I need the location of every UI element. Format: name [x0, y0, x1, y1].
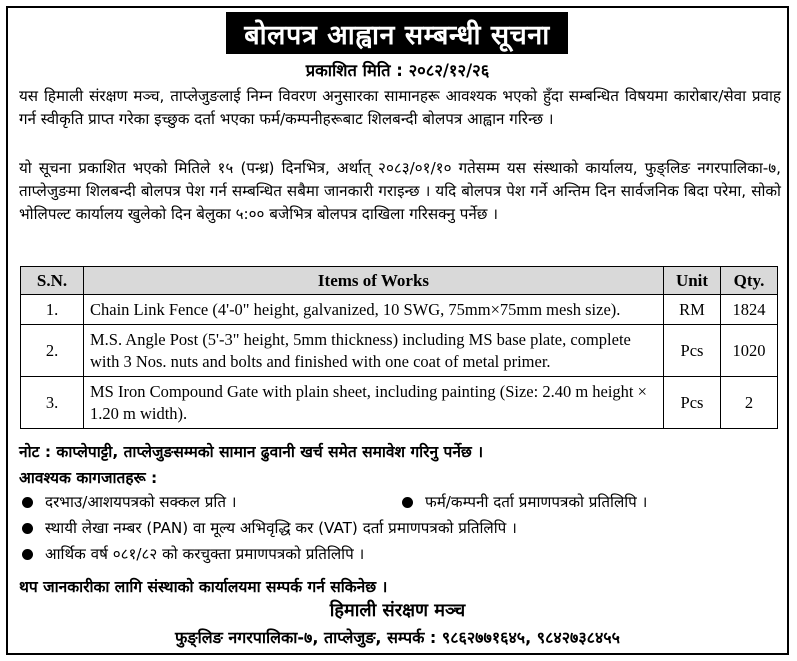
- row-sn: 2.: [21, 325, 84, 377]
- row-qty: 1020: [721, 325, 778, 377]
- row-item: M.S. Angle Post (5'-3" height, 5mm thickness) including MS base plate, complete with 3 Nos. nuts and bolts and finished with one coat of metal primer.: [84, 325, 664, 377]
- document-item: [22, 518, 517, 538]
- documents-heading: आवश्यक कागजातहरू :: [19, 469, 158, 487]
- note-text: नोट : काप्लेपाट्टी, ताप्लेजुङसम्मको सामान ढुवानी खर्च समेत समावेश गरिनु पर्नेछ ।: [19, 443, 484, 461]
- bullet-icon: [22, 497, 33, 508]
- notice-title: बोलपत्र आह्वान सम्बन्धी सूचना: [226, 12, 568, 54]
- row-sn: 1.: [21, 295, 84, 325]
- published-date: प्रकाशित मिति : २०८२/१२/२६: [305, 61, 490, 80]
- row-unit: Pcs: [664, 325, 721, 377]
- notice-paragraph-1: यस हिमाली संरक्षण मञ्च, ताप्लेजुङलाई निम्न विवरण अनुसारका सामानहरू आवश्यक भएको हुँदा सम्बन्धित विषयमा कारोबार/सेवा प्रवाह गर्न स्वीकृति प्राप्त गरेका इच्छुक दर्ता भएका फर्म/कम्पनीहरूबाट शिलबन्दी बोलपत्र आह्वान गरिन्छ ।: [19, 87, 781, 128]
- document-item: [402, 492, 647, 512]
- row-sn: 3.: [21, 377, 84, 429]
- notice-paragraph-2: यो सूचना प्रकाशित भएको मितिले १५ (पन्ध्र) दिनभित्र, अर्थात् २०८३/०१/१० गतेसम्म यस संस्थाको कार्यालय, फुङ्लिङ नगरपालिका-७, ताप्लेजुङमा शिलबन्दी बोलपत्र पेश गर्न सम्बन्धित सबैमा जानकारी गराइन्छ । यदि बोलपत्र पेश गर्ने अन्तिम दिन सार्वजनिक बिदा परेमा, सोको भोलिपल्ट कार्यालय खुलेको दिन बेलुका ५:०० बजेभित्र बोलपत्र दाखिला गरिसक्नु पर्नेछ ।: [19, 159, 781, 223]
- more-info-text: थप जानकारीका लागि संस्थाको कार्यालयमा सम्पर्क गर्न सकिनेछ ।: [19, 578, 388, 596]
- bullet-icon: [22, 523, 33, 534]
- document-item-text: दरभाउ/आशयपत्रको सक्कल प्रति ।: [45, 493, 237, 511]
- document-item: [22, 544, 364, 564]
- header-qty: Qty.: [721, 267, 778, 295]
- document-item-text: स्थायी लेखा नम्बर (PAN) वा मूल्य अभिवृद्धि कर (VAT) दर्ता प्रमाणपत्रको प्रतिलिपि ।: [45, 519, 517, 537]
- header-sn: S.N.: [21, 267, 84, 295]
- table-row: [21, 325, 778, 377]
- header-unit: Unit: [664, 267, 721, 295]
- row-item: MS Iron Compound Gate with plain sheet, including painting (Size: 2.40 m height × 1.20 m width).: [84, 377, 664, 429]
- table-row: [21, 295, 778, 325]
- row-item: Chain Link Fence (4'-0" height, galvanized, 10 SWG, 75mm×75mm mesh size).: [84, 295, 664, 325]
- bullet-icon: [22, 549, 33, 560]
- row-unit: RM: [664, 295, 721, 325]
- row-unit: Pcs: [664, 377, 721, 429]
- organization-name: हिमाली संरक्षण मञ्च: [329, 600, 466, 621]
- table-row: [21, 377, 778, 429]
- organization-address: फुङ्लिङ नगरपालिका-७, ताप्लेजुङ, सम्पर्क : ९८६२७७१६४५, ९८४२७३८४५५: [175, 628, 620, 647]
- header-items: Items of Works: [84, 267, 664, 295]
- items-of-works-table: [20, 266, 778, 429]
- document-item: [22, 492, 237, 512]
- bullet-icon: [402, 497, 413, 508]
- tender-notice: [6, 6, 789, 655]
- row-qty: 2: [721, 377, 778, 429]
- table-header-row: [21, 267, 778, 295]
- document-item-text: फर्म/कम्पनी दर्ता प्रमाणपत्रको प्रतिलिपि ।: [425, 493, 648, 511]
- row-qty: 1824: [721, 295, 778, 325]
- document-item-text: आर्थिक वर्ष ०८१/८२ को करचुक्ता प्रमाणपत्रको प्रतिलिपि ।: [45, 545, 365, 563]
